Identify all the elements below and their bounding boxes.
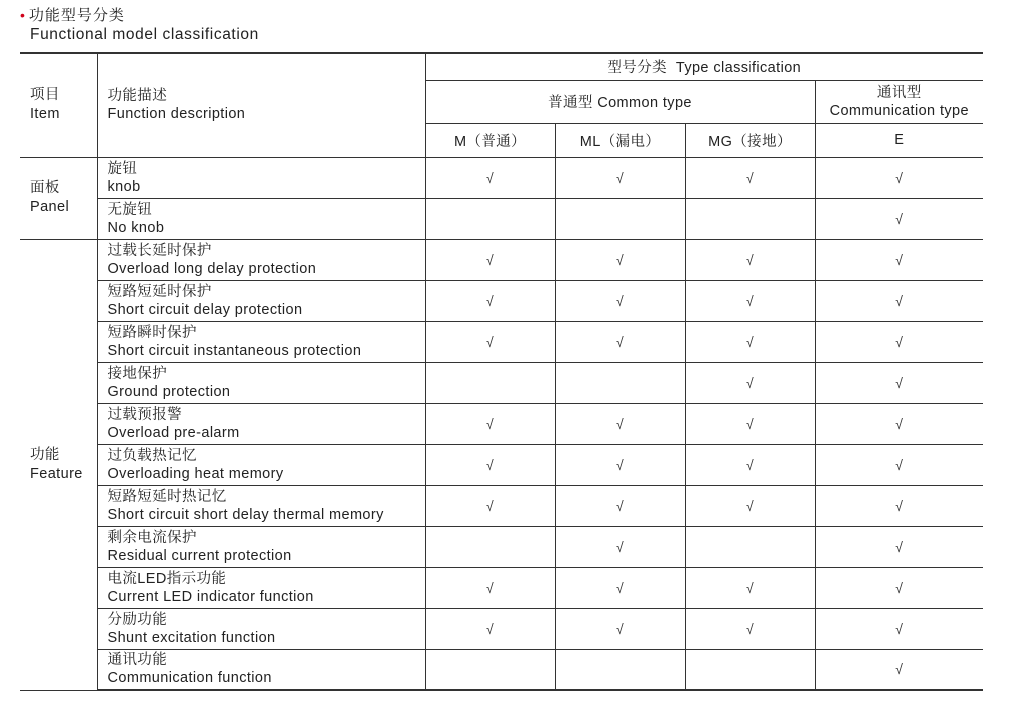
function-description: 通讯功能 Communication function <box>97 649 425 690</box>
function-description: 过负载热记忆 Overloading heat memory <box>97 444 425 485</box>
red-bullet-icon: • <box>20 7 26 23</box>
function-model-table <box>20 52 983 691</box>
check-cell-ml: √ <box>555 485 685 526</box>
check-cell-e: √ <box>815 649 983 690</box>
header-col-mg: MG（接地） <box>685 123 815 157</box>
header-col-m: M（普通） <box>425 123 555 157</box>
function-description: 短路短延时保护 Short circuit delay protection <box>97 280 425 321</box>
header-col-ml: ML（漏电） <box>555 123 685 157</box>
check-cell-m: √ <box>425 567 555 608</box>
table-row <box>20 649 983 690</box>
check-cell-e: √ <box>815 526 983 567</box>
header-item: 项目 Item <box>20 53 97 157</box>
check-cell-ml: √ <box>555 239 685 280</box>
table-row <box>20 485 983 526</box>
check-cell-ml: √ <box>555 608 685 649</box>
check-cell-mg: √ <box>685 362 815 403</box>
table-row <box>20 608 983 649</box>
table-row <box>20 280 983 321</box>
table-row <box>20 321 983 362</box>
check-cell-e: √ <box>815 567 983 608</box>
check-cell-m <box>425 198 555 239</box>
check-cell-ml <box>555 362 685 403</box>
header-communication-type: 通讯型 Communication type <box>815 80 983 123</box>
group-panel: 面板 Panel <box>20 157 97 239</box>
header-common-type: 普通型 Common type <box>425 80 815 123</box>
check-cell-ml: √ <box>555 321 685 362</box>
check-cell-e: √ <box>815 239 983 280</box>
header-type-classification: 型号分类 Type classification <box>425 53 983 80</box>
check-cell-mg: √ <box>685 239 815 280</box>
table-row <box>20 403 983 444</box>
check-cell-mg: √ <box>685 280 815 321</box>
check-cell-m: √ <box>425 403 555 444</box>
check-cell-mg <box>685 649 815 690</box>
function-description: 短路短延时热记忆 Short circuit short delay thermal memory <box>97 485 425 526</box>
table-row <box>20 157 983 198</box>
check-cell-mg: √ <box>685 444 815 485</box>
check-cell-mg: √ <box>685 608 815 649</box>
header-row-1 <box>20 53 983 80</box>
check-cell-ml: √ <box>555 567 685 608</box>
function-description: 分励功能 Shunt excitation function <box>97 608 425 649</box>
function-description: 无旋钮 No knob <box>97 198 425 239</box>
function-description: 过载预报警 Overload pre-alarm <box>97 403 425 444</box>
check-cell-mg: √ <box>685 567 815 608</box>
check-cell-ml: √ <box>555 157 685 198</box>
section-title <box>20 6 259 44</box>
table-row <box>20 526 983 567</box>
table-row <box>20 567 983 608</box>
table-row <box>20 362 983 403</box>
check-cell-mg: √ <box>685 403 815 444</box>
check-cell-e: √ <box>815 280 983 321</box>
check-cell-m: √ <box>425 280 555 321</box>
check-cell-mg: √ <box>685 321 815 362</box>
check-cell-m <box>425 649 555 690</box>
function-description: 电流LED指示功能 Current LED indicator function <box>97 567 425 608</box>
check-cell-m <box>425 526 555 567</box>
check-cell-m: √ <box>425 485 555 526</box>
check-cell-ml: √ <box>555 444 685 485</box>
check-cell-m <box>425 362 555 403</box>
check-cell-e: √ <box>815 198 983 239</box>
title-en: Functional model classification <box>30 26 259 43</box>
check-cell-ml <box>555 198 685 239</box>
check-cell-m: √ <box>425 157 555 198</box>
header-description: 功能描述 Function description <box>97 53 425 157</box>
check-cell-e: √ <box>815 403 983 444</box>
table-row <box>20 198 983 239</box>
title-zh: 功能型号分类 <box>28 7 125 24</box>
function-description: 短路瞬时保护 Short circuit instantaneous protection <box>97 321 425 362</box>
check-cell-mg: √ <box>685 485 815 526</box>
check-cell-e: √ <box>815 321 983 362</box>
check-cell-mg: √ <box>685 157 815 198</box>
check-cell-e: √ <box>815 485 983 526</box>
check-cell-mg <box>685 198 815 239</box>
header-col-e: E <box>815 123 983 157</box>
table-row <box>20 239 983 280</box>
function-description: 旋钮 knob <box>97 157 425 198</box>
check-cell-e: √ <box>815 608 983 649</box>
check-cell-ml: √ <box>555 403 685 444</box>
check-cell-e: √ <box>815 444 983 485</box>
check-cell-e: √ <box>815 157 983 198</box>
function-description: 接地保护 Ground protection <box>97 362 425 403</box>
check-cell-ml: √ <box>555 526 685 567</box>
check-cell-m: √ <box>425 608 555 649</box>
check-cell-e: √ <box>815 362 983 403</box>
group-feature: 功能 Feature <box>20 239 97 690</box>
check-cell-m: √ <box>425 444 555 485</box>
check-cell-ml: √ <box>555 280 685 321</box>
function-description: 剩余电流保护 Residual current protection <box>97 526 425 567</box>
check-cell-m: √ <box>425 239 555 280</box>
check-cell-m: √ <box>425 321 555 362</box>
check-cell-mg <box>685 526 815 567</box>
table-row <box>20 444 983 485</box>
function-description: 过载长延时保护 Overload long delay protection <box>97 239 425 280</box>
check-cell-ml <box>555 649 685 690</box>
